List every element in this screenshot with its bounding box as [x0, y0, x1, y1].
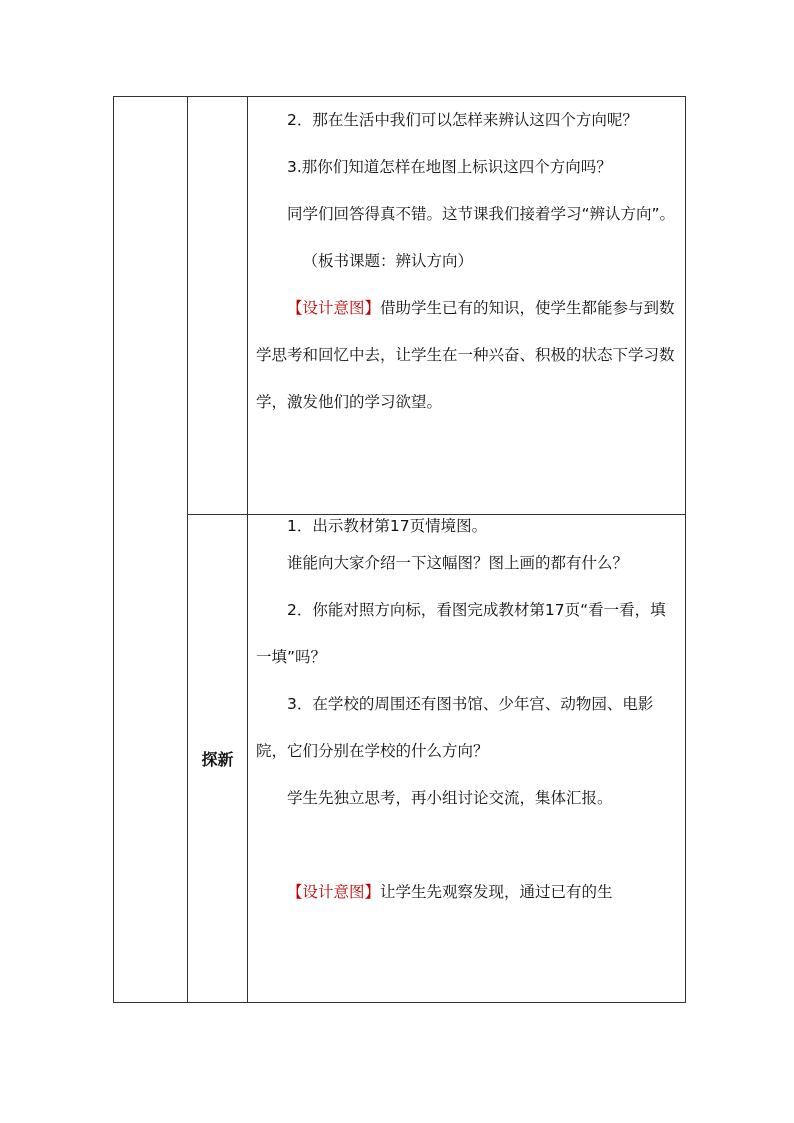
review-content-cell	[248, 97, 686, 515]
paragraph-step-1: 1．出示教材第17页情境图。	[287, 517, 488, 535]
paragraph-discussion: 学生先独立思考，再小组讨论交流，集体汇报。	[287, 789, 613, 807]
design-intent-label: 【设计意图】	[287, 883, 381, 901]
paragraph-describe-picture: 谁能向大家介绍一下这幅图？图上画的都有什么？	[287, 554, 629, 572]
paragraph-board-title: （板书课题：辨认方向）	[302, 252, 474, 270]
lesson-plan-table	[113, 96, 686, 1003]
table-row	[114, 97, 686, 515]
design-intent-paragraph	[256, 869, 679, 916]
design-intent-paragraph	[256, 285, 679, 426]
paragraph-step-3: 3．在学校的周围还有图书馆、少年宫、动物园、电影院，它们分别在学校的什么方向？	[256, 695, 654, 760]
blank-line	[256, 822, 679, 869]
table-row	[114, 515, 686, 1003]
paragraph-transition: 同学们回答得真不错。这节课我们接着学习“辨认方向”。	[287, 205, 676, 223]
step-label-cell	[188, 97, 248, 515]
explore-content-cell	[248, 515, 686, 1003]
step-label-explore: 探新	[188, 515, 248, 1003]
design-intent-text: 让学生先观察发现，通过已有的生	[380, 883, 613, 901]
design-intent-text: 借助学生已有的知识，使学生都能参与到数学思考和回忆中去，让学生在一种兴奋、积极的状态下学习数学，激发他们的学习欲望。	[256, 299, 675, 411]
stage-column-cell	[114, 97, 188, 1003]
paragraph-question-2: 2．那在生活中我们可以怎样来辨认这四个方向呢？	[287, 111, 638, 129]
design-intent-label: 【设计意图】	[287, 299, 381, 317]
paragraph-step-2: 2．你能对照方向标，看图完成教材第17页“看一看，填一填”吗？	[256, 601, 666, 666]
paragraph-question-3: 3.那你们知道怎样在地图上标识这四个方向吗？	[287, 158, 612, 176]
